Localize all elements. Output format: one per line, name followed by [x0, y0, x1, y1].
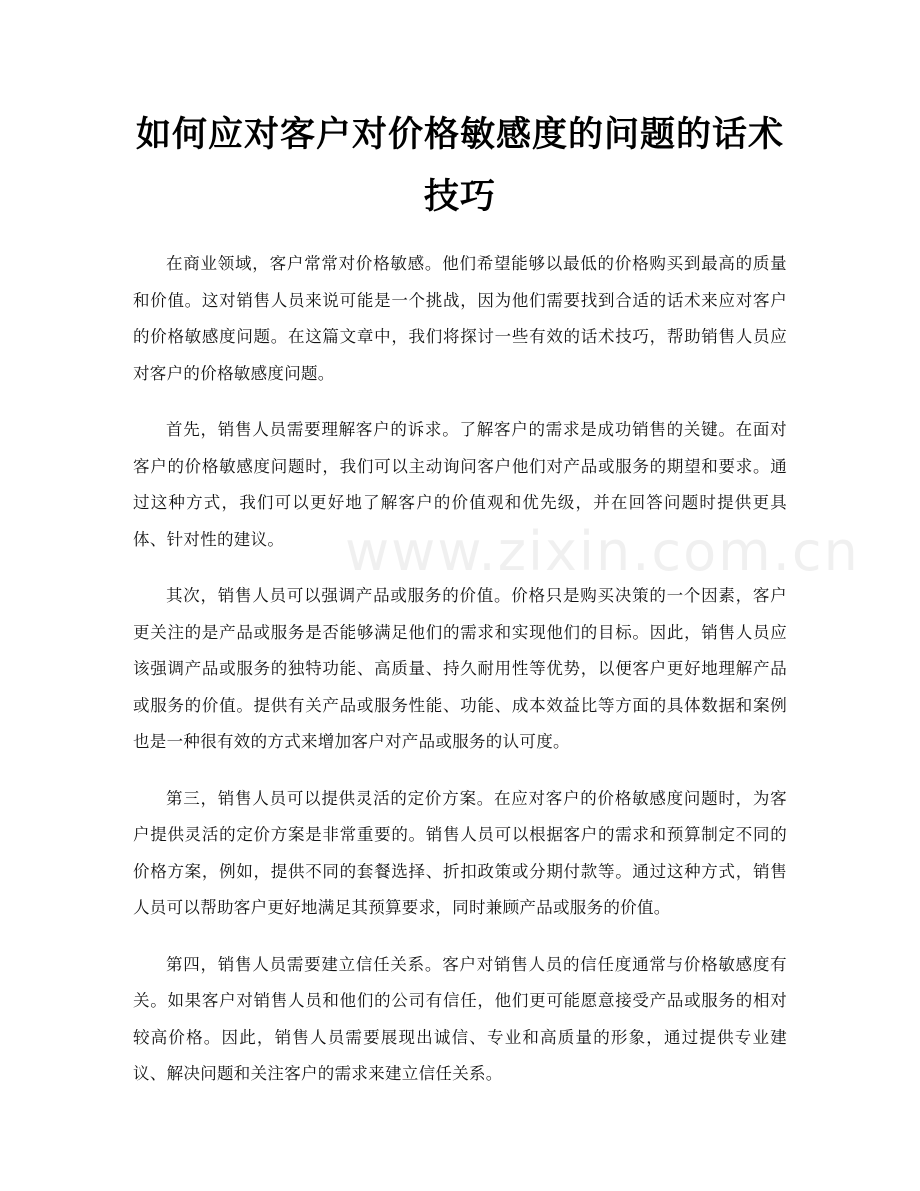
paragraph: 其次，销售人员可以强调产品或服务的价值。价格只是购买决策的一个因素，客户更关注的是产品或服务是否能够满足他们的需求和实现他们的目标。因此，销售人员应该强调产品或服务的独特功能、高质量、持久耐用性等优势，以便客户更好地理解产品或服务的价值。提供有关产品或服务性能、功能、成本效益比等方面的具体数据和案例也是一种很有效的方式来增加客户对产品或服务的认可度。	[133, 586, 787, 751]
document-body	[133, 246, 787, 1113]
paragraph: 第四，销售人员需要建立信任关系。客户对销售人员的信任度通常与价格敏感度有关。如果客户对销售人员和他们的公司有信任，他们更可能愿意接受产品或服务的相对较高价格。因此，销售人员需要展现出诚信、专业和高质量的形象，通过提供专业建议、解决问题和关注客户的需求来建立信任关系。	[133, 954, 787, 1083]
paragraph: 首先，销售人员需要理解客户的诉求。了解客户的需求是成功销售的关键。在面对客户的价格敏感度问题时，我们可以主动询问客户他们对产品或服务的期望和要求。通过这种方式，我们可以更好地了解客户的价值观和优先级，并在回答问题时提供更具体、针对性的建议。	[133, 420, 787, 549]
paragraph: 第三，销售人员可以提供灵活的定价方案。在应对客户的价格敏感度问题时，为客户提供灵活的定价方案是非常重要的。销售人员可以根据客户的需求和预算制定不同的价格方案，例如，提供不同的套餐选择、折扣政策或分期付款等。通过这种方式，销售人员可以帮助客户更好地满足其预算要求，同时兼顾产品或服务的价值。	[133, 788, 787, 917]
watermark: www.zixin.com.cn	[345, 520, 860, 583]
document-title: 如何应对客户对价格敏感度的问题的话术技巧	[135, 115, 784, 217]
paragraph: 在商业领域，客户常常对价格敏感。他们希望能够以最低的价格购买到最高的质量和价值。这对销售人员来说可能是一个挑战，因为他们需要找到合适的话术来应对客户的价格敏感度问题。在这篇文章中，我们将探讨一些有效的话术技巧，帮助销售人员应对客户的价格敏感度问题。	[133, 254, 787, 383]
